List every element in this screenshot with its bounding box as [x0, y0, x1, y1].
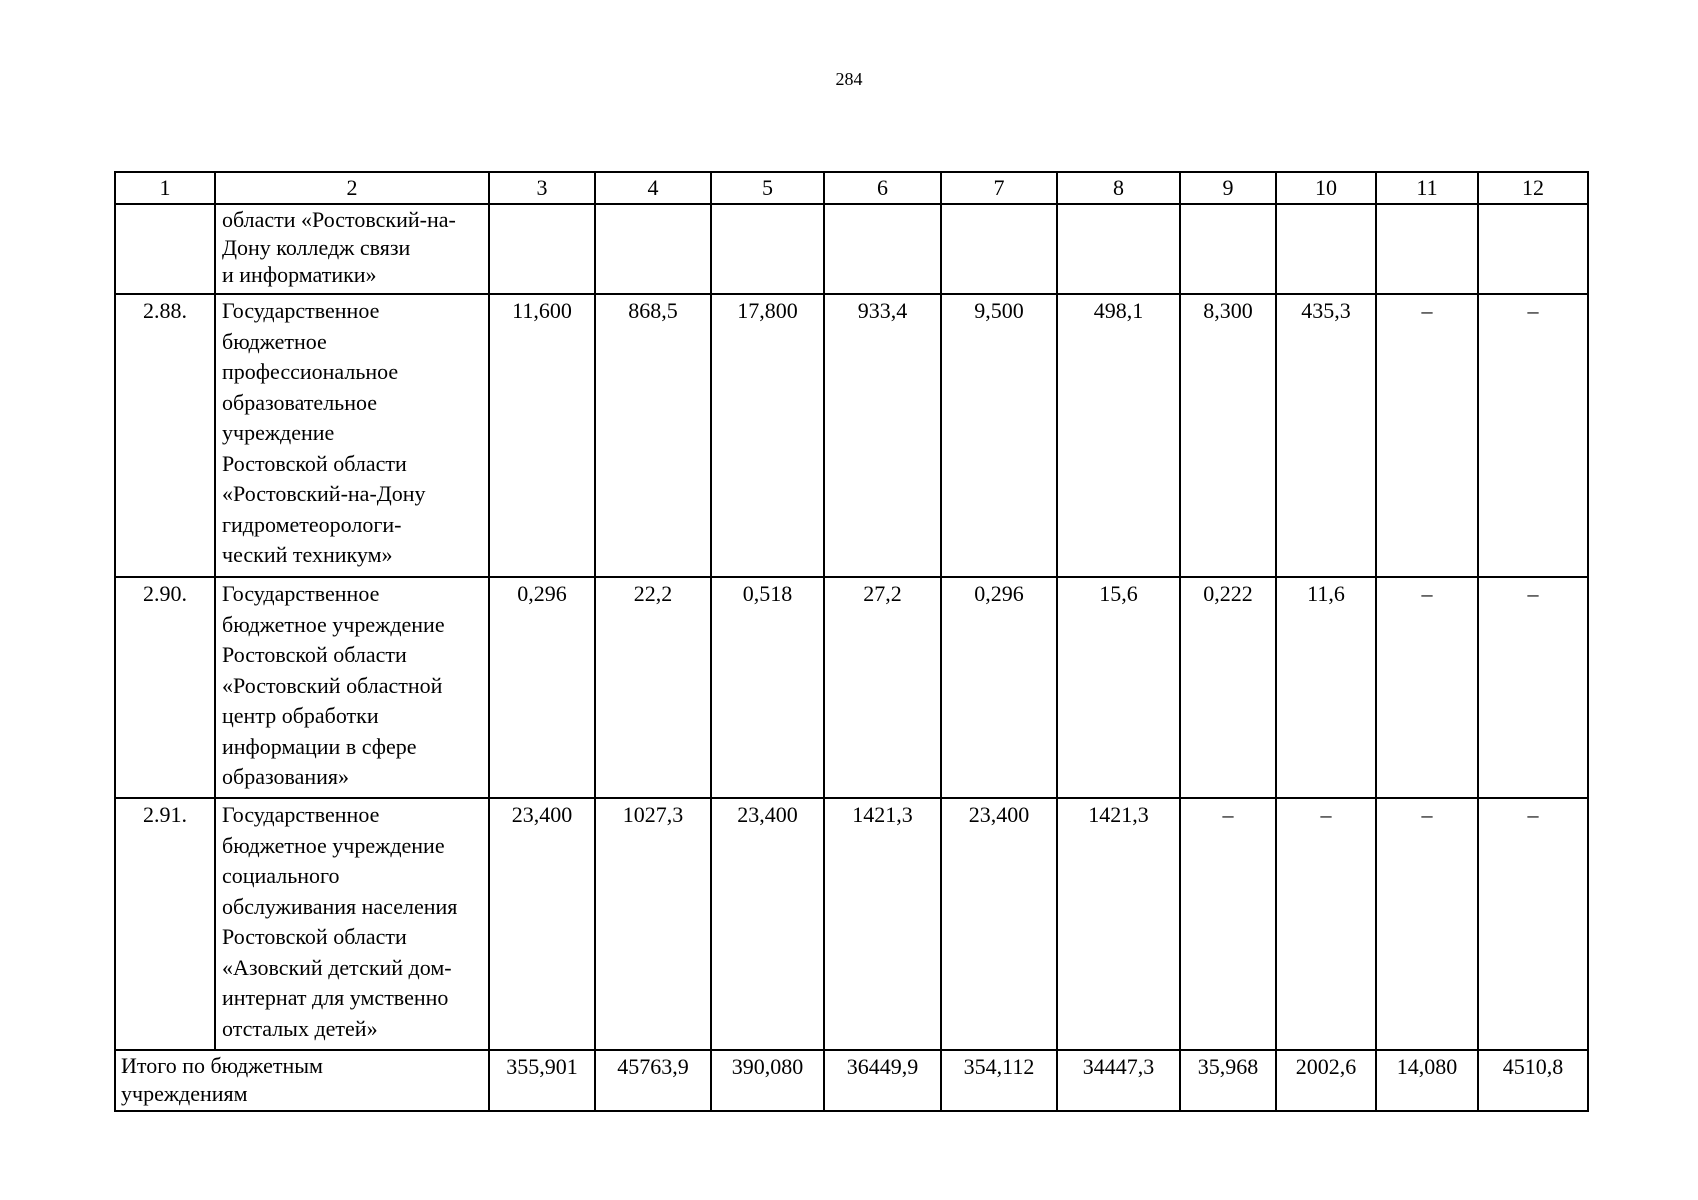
- header-cell: 6: [824, 172, 941, 204]
- value-cell: 498,1: [1057, 294, 1180, 577]
- header-cell: 10: [1276, 172, 1376, 204]
- page-number: 284: [835, 69, 863, 89]
- row-number-cell: 2.88.: [115, 294, 215, 577]
- total-value-cell: 36449,9: [824, 1050, 941, 1111]
- value-cell: 8,300: [1180, 294, 1276, 577]
- header-cell: 7: [941, 172, 1057, 204]
- value-cell: –: [1478, 798, 1588, 1050]
- value-cell: 435,3: [1276, 294, 1376, 577]
- total-row: [115, 1050, 1588, 1111]
- header-cell: 12: [1478, 172, 1588, 204]
- header-cell: 11: [1376, 172, 1478, 204]
- value-cell: 23,400: [941, 798, 1057, 1050]
- row-number-cell: [115, 204, 215, 294]
- institution-name: Государственное бюджетное профессиональное образовательное учреждение Ростовской области «Ростовский-на-Дону гидрометеорологи- ческий техникум»: [222, 298, 426, 567]
- total-value-cell: 355,901: [489, 1050, 595, 1111]
- header-cell: 8: [1057, 172, 1180, 204]
- value-cell: –: [1376, 798, 1478, 1050]
- value-cell: [489, 204, 595, 294]
- total-label-cell: [115, 1050, 489, 1111]
- row-number-cell: 2.91.: [115, 798, 215, 1050]
- value-cell: [711, 204, 824, 294]
- value-cell: 1027,3: [595, 798, 711, 1050]
- value-cell: [1376, 204, 1478, 294]
- value-cell: [1057, 204, 1180, 294]
- value-cell: 23,400: [489, 798, 595, 1050]
- value-cell: –: [1376, 294, 1478, 577]
- table-row: [115, 294, 1588, 577]
- total-label: Итого по бюджетным учреждениям: [121, 1053, 323, 1106]
- total-value-cell: 34447,3: [1057, 1050, 1180, 1111]
- header-cell: 2: [215, 172, 489, 204]
- institution-name-cell: [215, 204, 489, 294]
- value-cell: 0,518: [711, 577, 824, 798]
- value-cell: –: [1276, 798, 1376, 1050]
- total-value-cell: 45763,9: [595, 1050, 711, 1111]
- value-cell: [595, 204, 711, 294]
- value-cell: 17,800: [711, 294, 824, 577]
- institution-name-cell: [215, 577, 489, 798]
- table-row: [115, 204, 1588, 294]
- header-cell: 4: [595, 172, 711, 204]
- header-cell: 5: [711, 172, 824, 204]
- table-row: [115, 798, 1588, 1050]
- value-cell: –: [1478, 294, 1588, 577]
- value-cell: 15,6: [1057, 577, 1180, 798]
- value-cell: 1421,3: [1057, 798, 1180, 1050]
- institution-name-cell: [215, 294, 489, 577]
- header-cell: 3: [489, 172, 595, 204]
- value-cell: [1478, 204, 1588, 294]
- total-value-cell: 354,112: [941, 1050, 1057, 1111]
- value-cell: –: [1478, 577, 1588, 798]
- value-cell: 868,5: [595, 294, 711, 577]
- total-value-cell: 4510,8: [1478, 1050, 1588, 1111]
- row-number-cell: 2.90.: [115, 577, 215, 798]
- value-cell: 11,600: [489, 294, 595, 577]
- value-cell: 933,4: [824, 294, 941, 577]
- value-cell: 22,2: [595, 577, 711, 798]
- total-value-cell: 14,080: [1376, 1050, 1478, 1111]
- institution-name: Государственное бюджетное учреждение социального обслуживания населения Ростовской области «Азовский детский дом- интернат для умственно отсталых детей»: [222, 802, 458, 1041]
- header-cell: 1: [115, 172, 215, 204]
- value-cell: 11,6: [1276, 577, 1376, 798]
- institution-name: области «Ростовский-на- Дону колледж связи и информатики»: [222, 207, 456, 287]
- value-cell: [1180, 204, 1276, 294]
- total-value-cell: 2002,6: [1276, 1050, 1376, 1111]
- institution-name: Государственное бюджетное учреждение Ростовской области «Ростовский областной центр обработки информации в сфере образования»: [222, 581, 445, 789]
- value-cell: [824, 204, 941, 294]
- total-value-cell: 35,968: [1180, 1050, 1276, 1111]
- data-table: [114, 171, 1589, 1112]
- value-cell: 9,500: [941, 294, 1057, 577]
- value-cell: –: [1376, 577, 1478, 798]
- value-cell: [1276, 204, 1376, 294]
- value-cell: [941, 204, 1057, 294]
- value-cell: 1421,3: [824, 798, 941, 1050]
- table-row: [115, 577, 1588, 798]
- value-cell: 0,296: [489, 577, 595, 798]
- value-cell: 27,2: [824, 577, 941, 798]
- value-cell: 0,222: [1180, 577, 1276, 798]
- header-row: [115, 172, 1588, 204]
- value-cell: 23,400: [711, 798, 824, 1050]
- header-cell: 9: [1180, 172, 1276, 204]
- value-cell: 0,296: [941, 577, 1057, 798]
- total-value-cell: 390,080: [711, 1050, 824, 1111]
- institution-name-cell: [215, 798, 489, 1050]
- value-cell: –: [1180, 798, 1276, 1050]
